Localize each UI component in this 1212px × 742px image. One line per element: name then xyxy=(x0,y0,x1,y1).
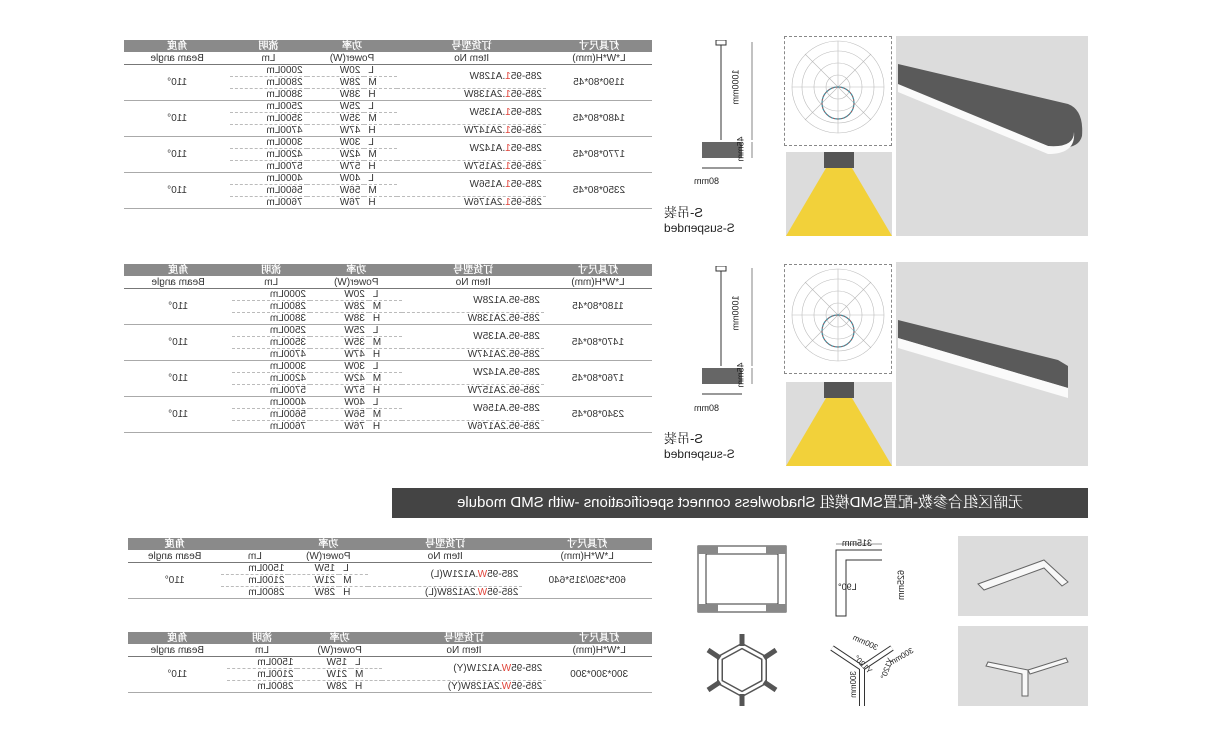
cell-size: 1180*80*45 xyxy=(544,289,652,325)
item-prefix: 285-95 xyxy=(508,295,540,306)
cell-item xyxy=(397,161,546,173)
table-body xyxy=(124,65,652,209)
rounded-linear-light-icon xyxy=(896,36,1088,236)
header-flux-en: Lm xyxy=(221,550,288,563)
item-prefix: 285-95 xyxy=(508,367,540,378)
header-row-en xyxy=(124,276,652,289)
header-item-cn: 订货型号 xyxy=(368,538,522,550)
item-prefix: 285-95 xyxy=(510,161,542,172)
item-prefix: 285-95 xyxy=(510,107,542,118)
rect-layout-drawing xyxy=(692,540,792,620)
cell-level: M xyxy=(364,77,397,89)
light-beam-icon xyxy=(786,382,892,466)
cable-length-1: 1000mm xyxy=(730,69,741,105)
header-flux-en: Lm xyxy=(230,52,306,65)
cell-power: 15W xyxy=(297,657,351,669)
cell-level: H xyxy=(364,161,397,173)
header-size-en: L*W*H(mm) xyxy=(546,52,652,65)
suspended-cn: S-吊装 xyxy=(664,431,704,446)
item-variant: 1 xyxy=(505,179,511,190)
cell-level: M xyxy=(364,149,397,161)
cell-item xyxy=(397,89,546,101)
cell-angle: 110° xyxy=(124,289,232,325)
table-header xyxy=(128,632,652,657)
cell-power: 47W xyxy=(310,349,369,361)
polar-curve-icon xyxy=(785,37,891,145)
cell-flux: 5700Lm xyxy=(232,385,310,397)
cell-flux: 1500Lm xyxy=(221,563,288,575)
cell-level: L xyxy=(369,361,403,373)
cell-power: 21W xyxy=(288,575,339,587)
suspended-en: S-suspended xyxy=(664,447,735,461)
cell-angle: 110° xyxy=(124,325,232,361)
cell-item xyxy=(368,563,522,587)
cell-level: L xyxy=(351,657,382,669)
light-beam-icon xyxy=(786,152,892,236)
header-row-en xyxy=(128,550,652,563)
table-row xyxy=(124,361,652,373)
header-power-en: Power(W) xyxy=(310,276,402,289)
cell-power: 35W xyxy=(307,113,365,125)
cell-level: H xyxy=(369,349,403,361)
item-prefix: 285-95 xyxy=(510,89,542,100)
beam-illustration-1 xyxy=(786,152,892,236)
cell-power: 28W xyxy=(310,301,369,313)
cell-item xyxy=(402,349,543,361)
cell-item xyxy=(402,385,543,397)
cell-item xyxy=(397,197,546,209)
cell-power: 42W xyxy=(307,149,365,161)
cell-power: 57W xyxy=(310,385,369,397)
cell-level: H xyxy=(364,89,397,101)
header-flux-cn: 流明 xyxy=(232,264,310,276)
item-suffix: .A121W(L) xyxy=(430,569,479,580)
cell-angle: 110° xyxy=(124,101,230,137)
polar-diagram-2 xyxy=(784,264,892,374)
cell-item xyxy=(397,125,546,137)
y-dim-b: 300mm xyxy=(887,645,916,668)
header-item-en: Item No xyxy=(402,276,543,289)
cell-flux: 4000Lm xyxy=(230,173,306,185)
item-variant: 1 xyxy=(505,143,511,154)
item-suffix: .2A176W xyxy=(464,197,506,208)
cell-level: L xyxy=(364,65,397,77)
cable-length-2: 1000mm xyxy=(730,295,741,331)
header-size-en: L*W*H(mm) xyxy=(544,276,652,289)
header-angle-cn: 角度 xyxy=(128,632,227,644)
l-top-dim: 315mm xyxy=(842,538,873,548)
cell-angle: 110° xyxy=(124,137,230,173)
cell-angle: 110° xyxy=(128,563,221,599)
cell-flux: 2500Lm xyxy=(232,325,310,337)
cell-item xyxy=(402,361,543,385)
table-body xyxy=(124,289,652,433)
cell-power: 38W xyxy=(307,89,365,101)
cell-power: 47W xyxy=(307,125,365,137)
cell-power: 30W xyxy=(310,361,369,373)
item-prefix: 285-95 xyxy=(510,125,542,136)
header-flux-en: Lm xyxy=(227,644,298,657)
cell-level: H xyxy=(351,681,382,693)
table-row xyxy=(124,101,652,113)
square-linear-light-icon xyxy=(896,262,1088,466)
cell-flux: 2000Lm xyxy=(230,65,306,77)
suspended-en: S-suspended xyxy=(664,221,735,235)
suspension-drawing-2 xyxy=(682,266,762,426)
header-angle-cn: 角度 xyxy=(124,264,232,276)
header-angle-en: Beam angle xyxy=(128,550,221,563)
cell-flux: 3500Lm xyxy=(232,337,310,349)
cell-power: 38W xyxy=(310,313,369,325)
cell-size: 1770*80*45 xyxy=(546,137,652,173)
cell-level: M xyxy=(369,337,403,349)
cell-flux: 4200Lm xyxy=(232,373,310,385)
cell-flux: 2100Lm xyxy=(227,669,298,681)
body-height-2: 45mm xyxy=(735,362,746,388)
item-suffix: .2A157W xyxy=(467,385,509,396)
header-power-cn: 功率 xyxy=(307,40,398,52)
cell-flux: 2100Lm xyxy=(221,575,288,587)
table-header xyxy=(128,538,652,563)
spec-table-l-connector xyxy=(128,538,652,599)
beam-illustration-2 xyxy=(786,382,892,466)
cell-level: H xyxy=(364,125,397,137)
item-variant: 1 xyxy=(505,107,511,118)
l-connector-icon xyxy=(958,536,1088,616)
header-angle-en: Beam angle xyxy=(128,644,227,657)
cell-size: 2340*80*45 xyxy=(544,397,652,433)
cell-flux: 2000Lm xyxy=(232,289,310,301)
header-row-cn xyxy=(124,40,652,52)
cell-item xyxy=(402,421,543,433)
cell-flux: 4000Lm xyxy=(232,397,310,409)
cell-item xyxy=(368,587,522,599)
header-flux-en: Lm xyxy=(232,276,310,289)
cell-power: 21W xyxy=(297,669,351,681)
cell-flux: 3000Lm xyxy=(232,361,310,373)
cell-flux: 3000Lm xyxy=(230,137,306,149)
item-prefix: 285-95 xyxy=(508,349,540,360)
cell-level: M xyxy=(369,301,403,313)
table-header xyxy=(124,40,652,65)
cell-level: L xyxy=(364,101,397,113)
cell-size: 1470*80*45 xyxy=(544,325,652,361)
item-variant: W xyxy=(478,569,488,580)
item-suffix: .2A176W xyxy=(467,421,509,432)
item-prefix: 285-95 xyxy=(487,569,519,580)
header-item-cn: 订货型号 xyxy=(382,632,547,644)
suspended-caption-2 xyxy=(664,428,735,461)
polar-diagram-1 xyxy=(784,36,892,146)
y-dim-c: 300mm xyxy=(848,671,858,698)
header-item-cn: 订货型号 xyxy=(397,40,546,52)
item-prefix: 285-95 xyxy=(510,179,542,190)
header-angle-cn: 角度 xyxy=(128,538,221,550)
cell-power: 20W xyxy=(310,289,369,301)
header-row-cn xyxy=(128,538,652,550)
cell-level: M xyxy=(351,669,382,681)
cell-power: 25W xyxy=(310,325,369,337)
cell-power: 20W xyxy=(307,65,365,77)
cell-level: M xyxy=(339,575,368,587)
cell-angle: 110° xyxy=(128,657,227,693)
table-row xyxy=(124,137,652,149)
header-row-cn xyxy=(124,264,652,276)
y-angle-2: Y120° xyxy=(878,656,895,681)
cell-level: L xyxy=(369,397,403,409)
header-size-cn: 灯具尺寸 xyxy=(544,264,652,276)
cell-item xyxy=(402,289,543,313)
cell-flux: 5600Lm xyxy=(230,185,306,197)
cell-size: 300*300*300 xyxy=(546,657,652,693)
item-variant: 1 xyxy=(505,125,511,136)
item-prefix: 285-95 xyxy=(508,385,540,396)
header-power-en: Power(W) xyxy=(288,550,368,563)
cell-level: L xyxy=(364,173,397,185)
polar-curve-icon xyxy=(785,265,891,373)
item-prefix: 285-95 xyxy=(508,403,540,414)
cell-power: 15W xyxy=(288,563,339,575)
item-suffix: .2A147W xyxy=(464,125,506,136)
cell-size: 1190*80*45 xyxy=(546,65,652,101)
cell-level: H xyxy=(364,197,397,209)
cell-power: 30W xyxy=(307,137,365,149)
cell-flux: 7600Lm xyxy=(230,197,306,209)
header-angle-en: Beam angle xyxy=(124,276,232,289)
table-row xyxy=(128,657,652,669)
cell-power: 76W xyxy=(307,197,365,209)
item-suffix: .2A128W(L) xyxy=(424,587,479,598)
cell-flux: 4700Lm xyxy=(232,349,310,361)
cell-power: 28W xyxy=(288,587,339,599)
cell-level: L xyxy=(364,137,397,149)
y-connector-icon xyxy=(958,626,1088,706)
cell-level: M xyxy=(369,373,403,385)
header-angle-en: Beam angle xyxy=(124,52,230,65)
cell-flux: 2800Lm xyxy=(221,587,288,599)
cell-power: 42W xyxy=(310,373,369,385)
cell-power: 56W xyxy=(310,409,369,421)
cell-level: M xyxy=(364,113,397,125)
header-flux-cn: 流明 xyxy=(230,40,306,52)
table-row xyxy=(124,397,652,409)
cell-flux: 4200Lm xyxy=(230,149,306,161)
header-size-en: L*W*H(mm) xyxy=(546,644,652,657)
item-variant: 1 xyxy=(505,197,511,208)
cell-item xyxy=(402,397,543,421)
cell-flux: 2800Lm xyxy=(232,301,310,313)
body-width-2: 80mm xyxy=(694,403,720,413)
suspended-cn: S-吊装 xyxy=(664,205,704,220)
cell-power: 40W xyxy=(307,173,365,185)
spec-table-square xyxy=(124,264,652,433)
cell-flux: 2800Lm xyxy=(227,681,298,693)
item-suffix: .A135W xyxy=(469,107,506,118)
header-power-en: Power(W) xyxy=(307,52,398,65)
cell-power: 57W xyxy=(307,161,365,173)
y-dim-a: 300mm xyxy=(851,632,880,653)
item-prefix: 285-95 xyxy=(510,71,542,82)
body-height-1: 45mm xyxy=(735,136,746,162)
cell-angle: 110° xyxy=(124,173,230,209)
cell-flux: 4700Lm xyxy=(230,125,306,137)
cell-angle: 110° xyxy=(124,361,232,397)
product-photo-square xyxy=(896,262,1088,466)
connector-photo-l xyxy=(958,536,1088,616)
table-row xyxy=(128,563,652,575)
item-prefix: 285-95 xyxy=(511,681,543,692)
header-item-cn: 订货型号 xyxy=(402,264,543,276)
section-banner xyxy=(392,488,1088,518)
cell-flux: 3500Lm xyxy=(230,113,306,125)
cell-level: H xyxy=(339,587,368,599)
cell-item xyxy=(382,681,547,693)
item-variant: W xyxy=(502,663,512,674)
cell-level: M xyxy=(364,185,397,197)
cell-power: 56W xyxy=(307,185,365,197)
cell-size: 1480*80*45 xyxy=(546,101,652,137)
header-row-cn xyxy=(128,632,652,644)
hex-layout-drawing xyxy=(692,630,792,710)
spec-table-y-connector xyxy=(128,632,652,693)
cell-item xyxy=(397,137,546,161)
header-power-en: Power(W) xyxy=(297,644,381,657)
header-angle-cn: 角度 xyxy=(124,40,230,52)
item-prefix: 285-95 xyxy=(508,331,540,342)
item-suffix: .2A138W xyxy=(467,313,509,324)
item-prefix: 285-95 xyxy=(510,143,542,154)
rectangle-layout-icon xyxy=(692,540,792,620)
item-variant: 1 xyxy=(505,71,511,82)
item-prefix: 285-95 xyxy=(510,197,542,208)
header-power-cn: 功率 xyxy=(288,538,368,550)
item-variant: 1 xyxy=(505,161,511,172)
item-variant: 1 xyxy=(505,89,511,100)
cell-power: 28W xyxy=(297,681,351,693)
cell-power: 40W xyxy=(310,397,369,409)
header-flux-cn xyxy=(221,538,288,550)
header-row-en xyxy=(124,52,652,65)
item-prefix: 285-95 xyxy=(508,313,540,324)
item-suffix: .A156W xyxy=(473,403,509,414)
cell-angle: 110° xyxy=(124,65,230,101)
header-size-cn: 灯具尺寸 xyxy=(546,40,652,52)
header-size-en: L*W*H(mm) xyxy=(522,550,652,563)
header-row-en xyxy=(128,644,652,657)
cell-flux: 2500Lm xyxy=(230,101,306,113)
cell-flux: 5600Lm xyxy=(232,409,310,421)
item-suffix: .2A147W xyxy=(467,349,509,360)
header-flux-cn: 流明 xyxy=(227,632,298,644)
cell-power: 28W xyxy=(307,77,365,89)
item-variant: W xyxy=(478,587,488,598)
cell-power: 25W xyxy=(307,101,365,113)
item-suffix: .A121W(Y) xyxy=(453,663,503,674)
cell-level: L xyxy=(339,563,368,575)
item-suffix: .A135W xyxy=(473,331,509,342)
table-body xyxy=(128,657,652,693)
item-suffix: .2A128W(Y) xyxy=(447,681,503,692)
item-suffix: .A128W xyxy=(469,71,506,82)
header-item-en: Item No xyxy=(368,550,522,563)
cell-item xyxy=(397,101,546,125)
item-suffix: .A128W xyxy=(473,295,509,306)
item-suffix: .A142W xyxy=(469,143,506,154)
cell-size: 1760*80*45 xyxy=(544,361,652,397)
body-width-1: 80mm xyxy=(694,176,720,186)
header-size-cn: 灯具尺寸 xyxy=(546,632,652,644)
cell-power: 76W xyxy=(310,421,369,433)
cell-item xyxy=(397,65,546,89)
table-row xyxy=(124,289,652,301)
l-angle: L90° xyxy=(838,582,857,592)
table-row xyxy=(124,65,652,77)
cell-item xyxy=(402,325,543,349)
cell-item xyxy=(402,313,543,325)
banner-text: 无暗区组合参数-配置SMD模组 Shadowless connect specifications -with SMD module xyxy=(457,494,1023,511)
item-prefix: 285-95 xyxy=(511,663,543,674)
cell-level: M xyxy=(369,409,403,421)
cell-size: 2350*80*45 xyxy=(546,173,652,209)
y-angle-1: Y120° xyxy=(852,653,874,676)
cell-level: H xyxy=(369,385,403,397)
spec-table-rounded xyxy=(124,40,652,209)
cell-flux: 5700Lm xyxy=(230,161,306,173)
table-header xyxy=(124,264,652,289)
cell-flux: 1500Lm xyxy=(227,657,298,669)
cell-size: 605*350/315*640 xyxy=(522,563,652,599)
suspended-caption-1 xyxy=(664,202,735,235)
cell-power: 35W xyxy=(310,337,369,349)
cell-item xyxy=(382,657,547,681)
l-side-dim: 625mm xyxy=(896,569,907,601)
header-item-en: Item No xyxy=(382,644,547,657)
cell-flux: 7600Lm xyxy=(232,421,310,433)
table-row xyxy=(124,173,652,185)
header-power-cn: 功率 xyxy=(297,632,381,644)
cell-flux: 3800Lm xyxy=(232,313,310,325)
cell-angle: 110° xyxy=(124,397,232,433)
cell-flux: 3800Lm xyxy=(230,89,306,101)
table-body xyxy=(128,563,652,599)
item-suffix: .A156W xyxy=(469,179,506,190)
cell-flux: 2800Lm xyxy=(230,77,306,89)
item-variant: W xyxy=(502,681,512,692)
item-suffix: .A142W xyxy=(473,367,509,378)
item-prefix: 285-95 xyxy=(487,587,519,598)
cell-item xyxy=(397,173,546,197)
header-power-cn: 功率 xyxy=(310,264,402,276)
cell-level: L xyxy=(369,289,403,301)
suspension-icon xyxy=(682,266,762,426)
header-size-cn: 灯具尺寸 xyxy=(522,538,652,550)
item-prefix: 285-95 xyxy=(508,421,540,432)
hexagon-layout-icon xyxy=(692,630,792,710)
cell-level: L xyxy=(369,325,403,337)
cell-level: H xyxy=(369,421,403,433)
product-photo-rounded xyxy=(896,36,1088,236)
cell-level: H xyxy=(369,313,403,325)
item-suffix: .2A157W xyxy=(464,161,506,172)
item-suffix: .2A138W xyxy=(464,89,506,100)
connector-photo-y xyxy=(958,626,1088,706)
table-row xyxy=(124,325,652,337)
header-item-en: Item No xyxy=(397,52,546,65)
